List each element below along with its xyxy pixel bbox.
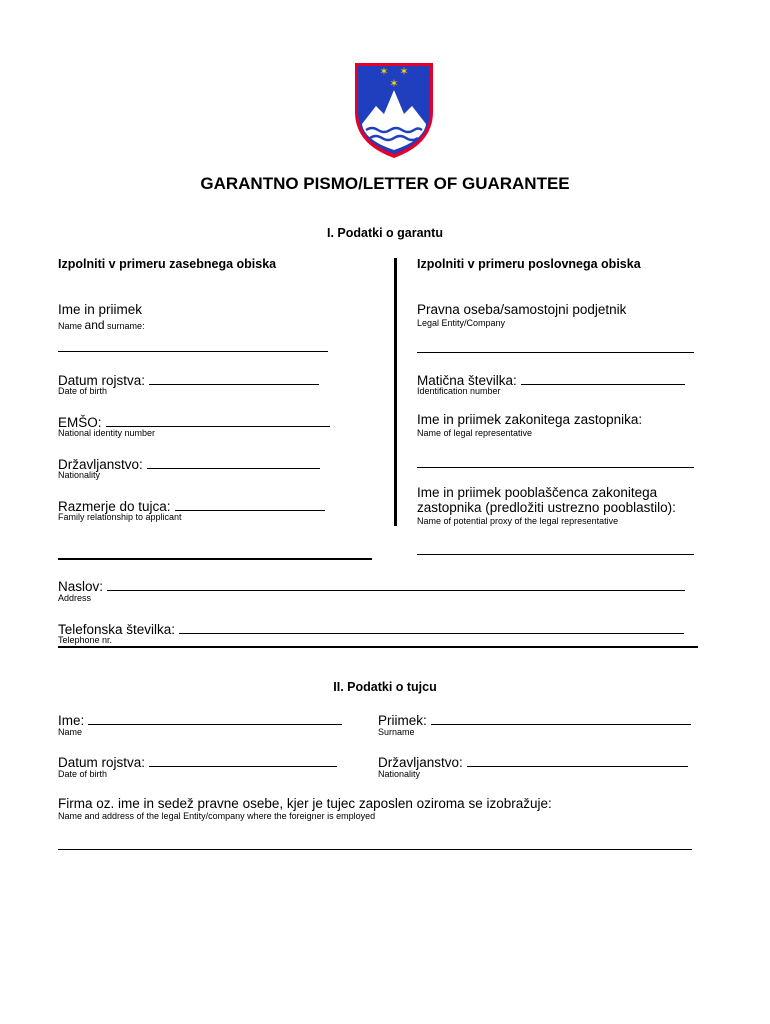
guarantor-emso-label: EMŠO:	[58, 412, 330, 430]
section-1-heading: I. Podatki o garantu	[327, 226, 443, 240]
foreigner-dob-sublabel: Date of birth	[58, 769, 108, 779]
guarantor-emso-sublabel: National identity number	[58, 428, 156, 438]
svg-text:✶: ✶	[379, 65, 389, 78]
guarantor-citizenship-sublabel: Nationality	[58, 470, 101, 480]
relationship-input[interactable]	[175, 496, 325, 511]
proxy-sublabel: Name of potential proxy of the legal representative	[417, 516, 619, 526]
registration-number-label: Matična številka:	[417, 370, 685, 388]
legal-representative-input[interactable]	[417, 467, 694, 468]
guarantor-citizenship-label: Državljanstvo:	[58, 454, 320, 472]
address-sublabel: Address	[58, 593, 92, 603]
guarantor-dob-sublabel: Date of birth	[58, 386, 108, 396]
left-column-end-rule	[58, 558, 372, 560]
section-divider-rule	[58, 646, 698, 648]
foreigner-dob-input[interactable]	[149, 752, 337, 767]
guarantor-citizenship-input[interactable]	[147, 454, 320, 469]
proxy-input[interactable]	[417, 554, 694, 555]
foreigner-name-sublabel: Name	[58, 727, 83, 737]
business-visit-heading: Izpolniti v primeru poslovnega obiska	[417, 257, 641, 271]
guarantor-dob-label: Datum rojstva:	[58, 370, 319, 388]
legal-entity-sublabel: Legal Entity/Company	[417, 318, 506, 328]
guarantor-name-sublabel: Name and surname:	[58, 318, 145, 332]
foreigner-citizenship-sublabel: Nationality	[378, 769, 421, 779]
proxy-label-line2: zastopnika (predložiti ustrezno pooblastilo):	[417, 500, 676, 515]
foreigner-surname-input[interactable]	[431, 710, 691, 725]
guarantor-name-label: Ime in priimek	[58, 302, 143, 317]
registration-number-input[interactable]	[521, 370, 685, 385]
registration-number-sublabel: Identification number	[417, 386, 501, 396]
guarantor-emso-input[interactable]	[106, 412, 330, 427]
legal-representative-label: Ime in priimek zakonitega zastopnika:	[417, 412, 643, 427]
guarantor-dob-input[interactable]	[149, 370, 319, 385]
document-title: GARANTNO PISMO/LETTER OF GUARANTEE	[200, 174, 570, 193]
foreigner-name-input[interactable]	[88, 710, 342, 725]
svg-text:✶: ✶	[399, 65, 409, 78]
relationship-sublabel: Family relationship to applicant	[58, 512, 182, 522]
employer-label: Firma oz. ime in sedež pravne osebe, kjer je tujec zaposlen oziroma se izobražuje:	[58, 796, 552, 811]
phone-sublabel: Telephone nr.	[58, 635, 113, 645]
employer-sublabel: Name and address of the legal Entity/company where the foreigner is employed	[58, 811, 376, 821]
legal-entity-input[interactable]	[417, 352, 694, 353]
address-label: Naslov:	[58, 576, 685, 594]
guarantor-name-input[interactable]	[58, 351, 328, 352]
svg-text:✶: ✶	[389, 77, 399, 90]
foreigner-citizenship-input[interactable]	[467, 752, 688, 767]
foreigner-dob-label: Datum rojstva:	[58, 752, 337, 770]
phone-input[interactable]	[179, 619, 684, 634]
section-2-heading: II. Podatki o tujcu	[333, 680, 437, 694]
legal-entity-label: Pravna oseba/samostojni podjetnik	[417, 302, 627, 317]
legal-representative-sublabel: Name of legal representative	[417, 428, 533, 438]
proxy-label-line1: Ime in priimek pooblaščenca zakonitega	[417, 485, 658, 500]
phone-label: Telefonska številka:	[58, 619, 684, 637]
foreigner-surname-label: Priimek:	[378, 710, 691, 728]
slovenian-coat-of-arms-icon	[352, 60, 436, 160]
private-visit-heading: Izpolniti v primeru zasebnega obiska	[58, 257, 277, 271]
employer-input[interactable]	[58, 849, 692, 850]
foreigner-surname-sublabel: Surname	[378, 727, 415, 737]
address-input[interactable]	[107, 576, 685, 591]
foreigner-name-label: Ime:	[58, 710, 342, 728]
relationship-label: Razmerje do tujca:	[58, 496, 325, 514]
column-divider	[394, 258, 397, 526]
foreigner-citizenship-label: Državljanstvo:	[378, 752, 688, 770]
